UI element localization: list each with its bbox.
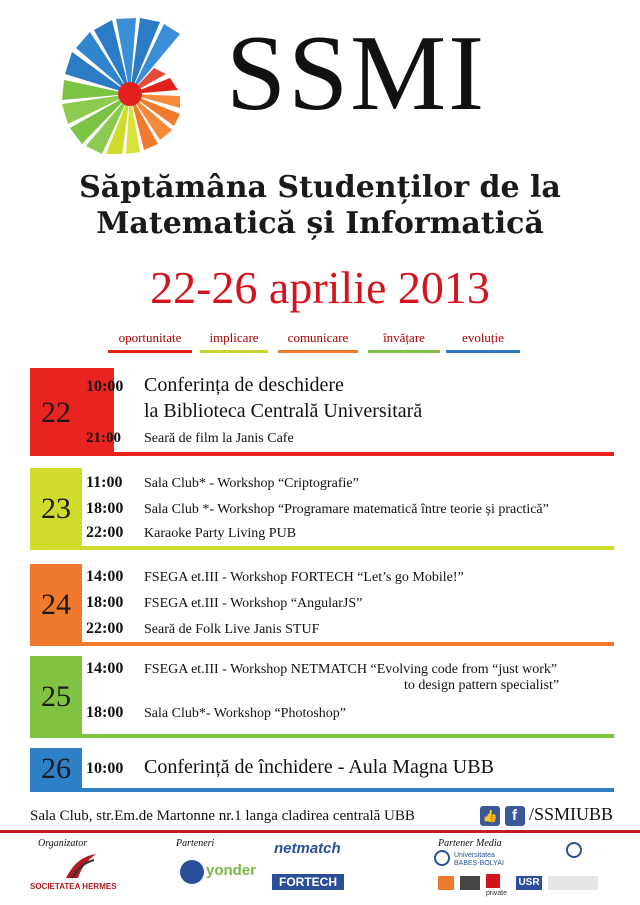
event-item [86,594,362,612]
event-text: FSEGA et.III - Workshop NETMATCH “Evolving code from “just work” [144,662,558,677]
hermes-wing-icon [64,852,98,882]
private-logo-icon [486,874,500,888]
event-time: 14:00 [86,660,124,677]
keyword-implicare: implicare [200,330,268,353]
event-text: Sala Club*- Workshop “Photoshop” [144,706,346,721]
event-dates: 22-26 aprilie 2013 [150,262,490,313]
social-handle: /SSMIUBB [529,804,614,824]
day-underline [30,452,614,456]
day-underline [30,734,614,738]
venue-address: Sala Club, str.Em.de Martonne nr.1 langa cladirea centrală UBB [30,808,415,824]
media-logo-icon [460,876,480,890]
keyword-oportunitate: oportunitate [108,330,192,353]
event-item [86,430,294,447]
day-underline [30,546,614,550]
yonder-logo-icon [180,860,204,884]
day-block-22 [30,368,614,456]
event-text: Sala Club *- Workshop “Programare matematică între teorie și practică” [144,502,549,517]
like-icon: 👍 [480,806,500,826]
event-item [86,500,549,518]
event-item [86,704,346,722]
subtitle-line-2: Matematică și Informatică [96,206,544,241]
ssmi-logo-icon [60,14,200,154]
ubb-seal-icon [434,850,450,866]
event-item [86,660,557,678]
event-text: Karaoke Party Living PUB [144,526,297,541]
facebook-icon: f [505,806,525,826]
day-block-26 [30,748,614,792]
media-logo-icon [438,876,454,890]
partner-fortech: FORTECH [272,874,344,890]
event-text: la Biblioteca Centrală Universitară [144,400,423,422]
event-item [86,568,464,586]
event-subtitle [0,170,640,242]
event-item [86,620,319,638]
footer-divider [0,830,640,833]
organizer-label: Organizator [38,838,88,849]
event-text: Seară de Folk Live Janis STUF [144,622,320,637]
event-text: Conferința de deschidere [144,374,344,396]
day-underline [30,788,614,792]
day-number: 22 [41,396,71,429]
keyword-invatare: învățare [368,330,440,353]
keyword-evolutie: evoluție [446,330,520,353]
page-title: SSMI [226,14,487,133]
event-time: 18:00 [86,704,124,721]
event-time: 10:00 [86,378,124,395]
media-private: private [486,890,508,897]
event-item [86,474,359,492]
event-time: 21:00 [86,430,121,446]
event-text: Seară de film la Janis Cafe [144,431,294,446]
day-number: 25 [41,680,71,713]
day-block-24 [30,564,614,646]
event-time: 10:00 [86,760,124,777]
partner-netmatch: netmatch [274,840,341,857]
event-time: 14:00 [86,568,124,585]
media-usr: USR [516,876,542,890]
keyword-comunicare: comunicare [278,330,358,353]
event-item-continued [404,678,559,694]
event-item [86,400,422,423]
day-number: 24 [41,588,71,621]
day-underline [30,642,614,646]
media-partner-label: Partener Media [438,838,502,849]
organizer-name: SOCIETATEA HERMES [30,882,117,891]
day-block-25 [30,656,614,738]
event-item [86,756,494,779]
partner-yonder: yonder [206,862,257,879]
event-text: FSEGA et.III - Workshop FORTECH “Let’s go Mobile!” [144,570,464,585]
event-time: 22:00 [86,620,124,637]
subtitle-line-1: Săptămâna Studenților de la [79,170,561,205]
day-number: 26 [41,752,71,785]
event-item [86,524,296,542]
event-time: 18:00 [86,594,124,611]
partners-label: Parteneri [176,838,215,849]
media-logo-icon [548,876,598,890]
social-link[interactable] [480,804,613,826]
event-item [86,374,344,397]
event-time: 18:00 [86,500,124,517]
day-block-23 [30,468,614,550]
event-text: FSEGA et.III - Workshop “AngularJS” [144,596,363,611]
event-text: to design pattern specialist” [404,678,560,693]
media-ubb: Universitatea BABEȘ-BOLYAI [454,852,504,867]
event-time: 11:00 [86,474,123,491]
day-number: 23 [41,492,71,525]
event-text: Sala Club* - Workshop “Criptografie” [144,476,359,491]
event-time: 22:00 [86,524,124,541]
event-text: Conferință de închidere - Aula Magna UBB [144,756,494,778]
media-seal-icon [566,842,582,858]
